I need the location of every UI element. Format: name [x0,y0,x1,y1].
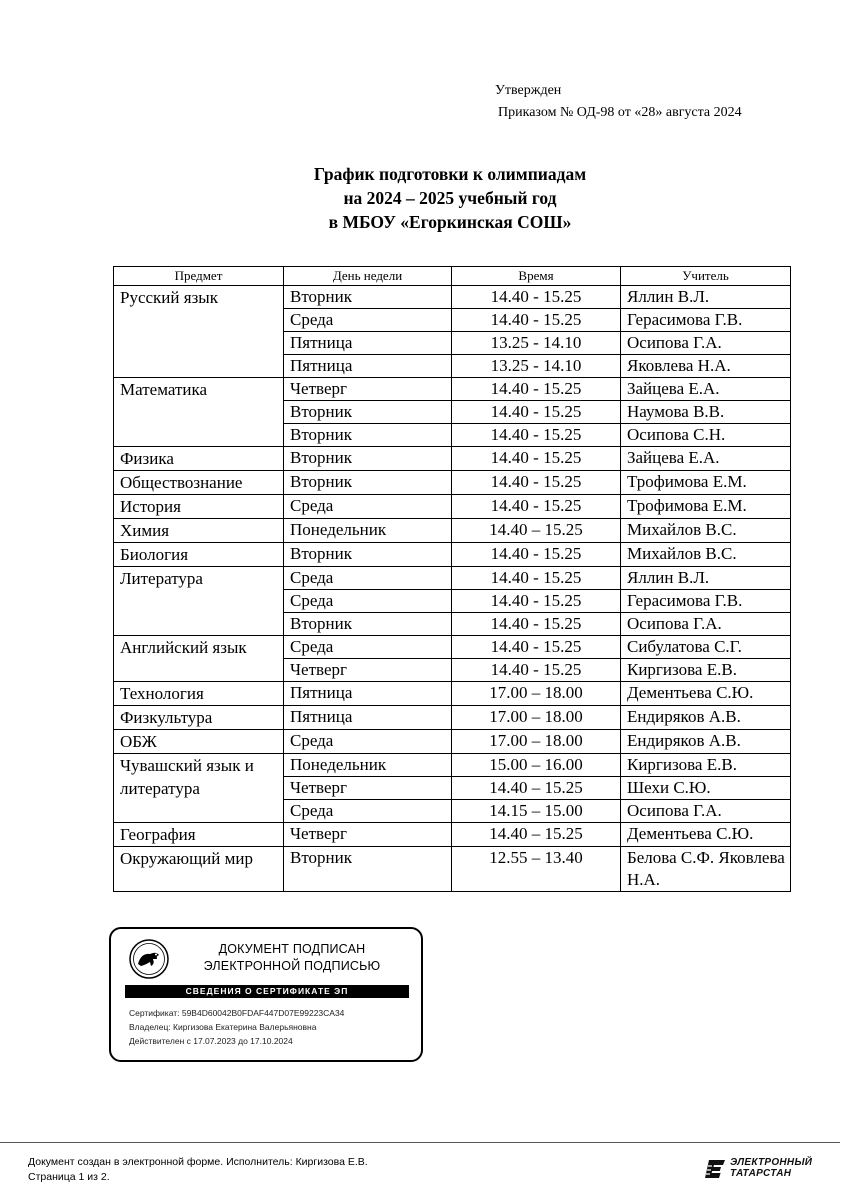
day-cell: Четверг [284,659,452,682]
teacher-cell: Яллин В.Л. [621,286,791,309]
time-cell: 14.40 - 15.25 [452,471,621,495]
day-cell: Вторник [284,447,452,471]
day-cell: Среда [284,730,452,754]
teacher-cell: Герасимова Г.В. [621,309,791,332]
day-cell: Четверг [284,777,452,800]
schedule-table [113,266,791,892]
time-cell: 14.40 - 15.25 [452,590,621,613]
title-line-3: в МБОУ «Егоркинская СОШ» [328,212,572,232]
teacher-cell: Герасимова Г.В. [621,590,791,613]
approval-line-2: Приказом № ОД-98 от «28» августа 2024 [498,105,742,120]
time-cell: 13.25 - 14.10 [452,332,621,355]
table-row [114,823,791,847]
table-row [114,682,791,706]
day-cell: Среда [284,567,452,590]
document-title [0,162,859,234]
e-signature-stamp [109,927,423,1062]
subject-cell: ОБЖ [114,730,284,754]
time-cell: 14.40 - 15.25 [452,543,621,567]
time-cell: 14.40 - 15.25 [452,636,621,659]
teacher-cell: Киргизова Е.В. [621,659,791,682]
day-cell: Понедельник [284,519,452,543]
logo-text [730,1157,812,1179]
subject-cell: Биология [114,543,284,567]
time-cell: 17.00 – 18.00 [452,730,621,754]
time-cell: 14.40 - 15.25 [452,378,621,401]
teacher-cell: Ендиряков А.В. [621,706,791,730]
electronic-tatarstan-logo-icon [705,1158,727,1180]
header-day: День недели [284,267,452,286]
day-cell: Пятница [284,355,452,378]
header-teacher: Учитель [621,267,791,286]
approval-block [495,80,742,124]
day-cell: Вторник [284,286,452,309]
table-row [114,378,791,401]
teacher-cell: Яковлева Н.А. [621,355,791,378]
day-cell: Вторник [284,471,452,495]
time-cell: 12.55 – 13.40 [452,847,621,892]
teacher-cell: Яллин В.Л. [621,567,791,590]
subject-cell: Русский язык [114,286,284,378]
teacher-cell: Дементьева С.Ю. [621,682,791,706]
stamp-title-line-1: ДОКУМЕНТ ПОДПИСАН [218,942,366,956]
subject-cell: Химия [114,519,284,543]
teacher-cell: Сибулатова С.Г. [621,636,791,659]
day-cell: Среда [284,309,452,332]
subject-cell: Физкультура [114,706,284,730]
header-time: Время [452,267,621,286]
subject-cell: Технология [114,682,284,706]
footer-text [28,1155,368,1185]
day-cell: Понедельник [284,754,452,777]
subject-cell: Обществознание [114,471,284,495]
stamp-title-line-2: ЭЛЕКТРОННОЙ ПОДПИСЬЮ [203,959,381,973]
subject-cell: Литература [114,567,284,636]
time-cell: 14.40 – 15.25 [452,519,621,543]
time-cell: 17.00 – 18.00 [452,682,621,706]
time-cell: 14.40 – 15.25 [452,777,621,800]
title-line-1: График подготовки к олимпиадам [313,164,587,184]
time-cell: 14.40 - 15.25 [452,567,621,590]
teacher-cell: Осипова Г.А. [621,613,791,636]
logo-text-line-2: ТАТАРСТАН [730,1168,792,1179]
day-cell: Четверг [284,378,452,401]
time-cell: 14.40 - 15.25 [452,309,621,332]
day-cell: Среда [284,636,452,659]
tatarstan-emblem-icon [129,939,169,979]
stamp-title [187,941,397,975]
teacher-cell: Михайлов В.С. [621,543,791,567]
certificate-info-bar: СВЕДЕНИЯ О СЕРТИФИКАТЕ ЭП [125,985,409,998]
day-cell: Пятница [284,332,452,355]
table-row [114,543,791,567]
time-cell: 14.40 – 15.25 [452,823,621,847]
table-row [114,730,791,754]
table-row [114,519,791,543]
certificate-number: Сертификат: 59B4D60042B0FDAF447D07E99223CA34 [129,1008,345,1018]
approval-line-1: Утвержден [495,83,562,98]
teacher-cell: Осипова Г.А. [621,332,791,355]
day-cell: Вторник [284,847,452,892]
time-cell: 14.40 - 15.25 [452,447,621,471]
certificate-owner: Владелец: Киргизова Екатерина Валерьяновна [129,1022,317,1032]
teacher-cell: Киргизова Е.В. [621,754,791,777]
day-cell: Пятница [284,706,452,730]
time-cell: 15.00 – 16.00 [452,754,621,777]
day-cell: Среда [284,800,452,823]
day-cell: Вторник [284,543,452,567]
certificate-details [129,1006,344,1048]
teacher-cell: Наумова В.В. [621,401,791,424]
teacher-cell: Зайцева Е.А. [621,378,791,401]
table-row [114,847,791,892]
table-row [114,471,791,495]
table-row [114,495,791,519]
footer-line-2: Страница 1 из 2. [28,1171,110,1183]
table-row [114,447,791,471]
subject-cell: Чувашский язык и литература [114,754,284,823]
table-row [114,636,791,659]
subject-cell: Физика [114,447,284,471]
teacher-cell: Зайцева Е.А. [621,447,791,471]
day-cell: Среда [284,495,452,519]
logo-text-line-1: ЭЛЕКТРОННЫЙ [730,1157,813,1168]
subject-cell: География [114,823,284,847]
time-cell: 17.00 – 18.00 [452,706,621,730]
day-cell: Среда [284,590,452,613]
time-cell: 14.40 - 15.25 [452,424,621,447]
subject-cell: История [114,495,284,519]
subject-cell: Английский язык [114,636,284,682]
day-cell: Пятница [284,682,452,706]
table-header-row [114,267,791,286]
teacher-cell: Осипова Г.А. [621,800,791,823]
table-row [114,286,791,309]
teacher-cell: Михайлов В.С. [621,519,791,543]
time-cell: 14.40 - 15.25 [452,286,621,309]
table-row [114,567,791,590]
teacher-cell: Трофимова Е.М. [621,495,791,519]
footer-line-1: Документ создан в электронной форме. Исполнитель: Киргизова Е.В. [28,1156,368,1168]
time-cell: 14.40 - 15.25 [452,613,621,636]
header-subject: Предмет [114,267,284,286]
teacher-cell: Шехи С.Ю. [621,777,791,800]
schedule-body [114,286,791,892]
certificate-validity: Действителен с 17.07.2023 до 17.10.2024 [129,1036,293,1046]
day-cell: Вторник [284,424,452,447]
time-cell: 13.25 - 14.10 [452,355,621,378]
subject-cell: Окружающий мир [114,847,284,892]
table-row [114,754,791,777]
time-cell: 14.15 – 15.00 [452,800,621,823]
title-line-2: на 2024 – 2025 учебный год [343,188,557,208]
day-cell: Вторник [284,613,452,636]
teacher-cell: Белова С.Ф. Яковлева Н.А. [621,847,791,892]
teacher-cell: Трофимова Е.М. [621,471,791,495]
electronic-tatarstan-logo [705,1156,815,1182]
subject-cell: Математика [114,378,284,447]
teacher-cell: Ендиряков А.В. [621,730,791,754]
day-cell: Вторник [284,401,452,424]
time-cell: 14.40 - 15.25 [452,659,621,682]
day-cell: Четверг [284,823,452,847]
teacher-cell: Дементьева С.Ю. [621,823,791,847]
footer-divider [0,1142,840,1143]
teacher-cell: Осипова С.Н. [621,424,791,447]
table-row [114,706,791,730]
time-cell: 14.40 - 15.25 [452,495,621,519]
time-cell: 14.40 - 15.25 [452,401,621,424]
